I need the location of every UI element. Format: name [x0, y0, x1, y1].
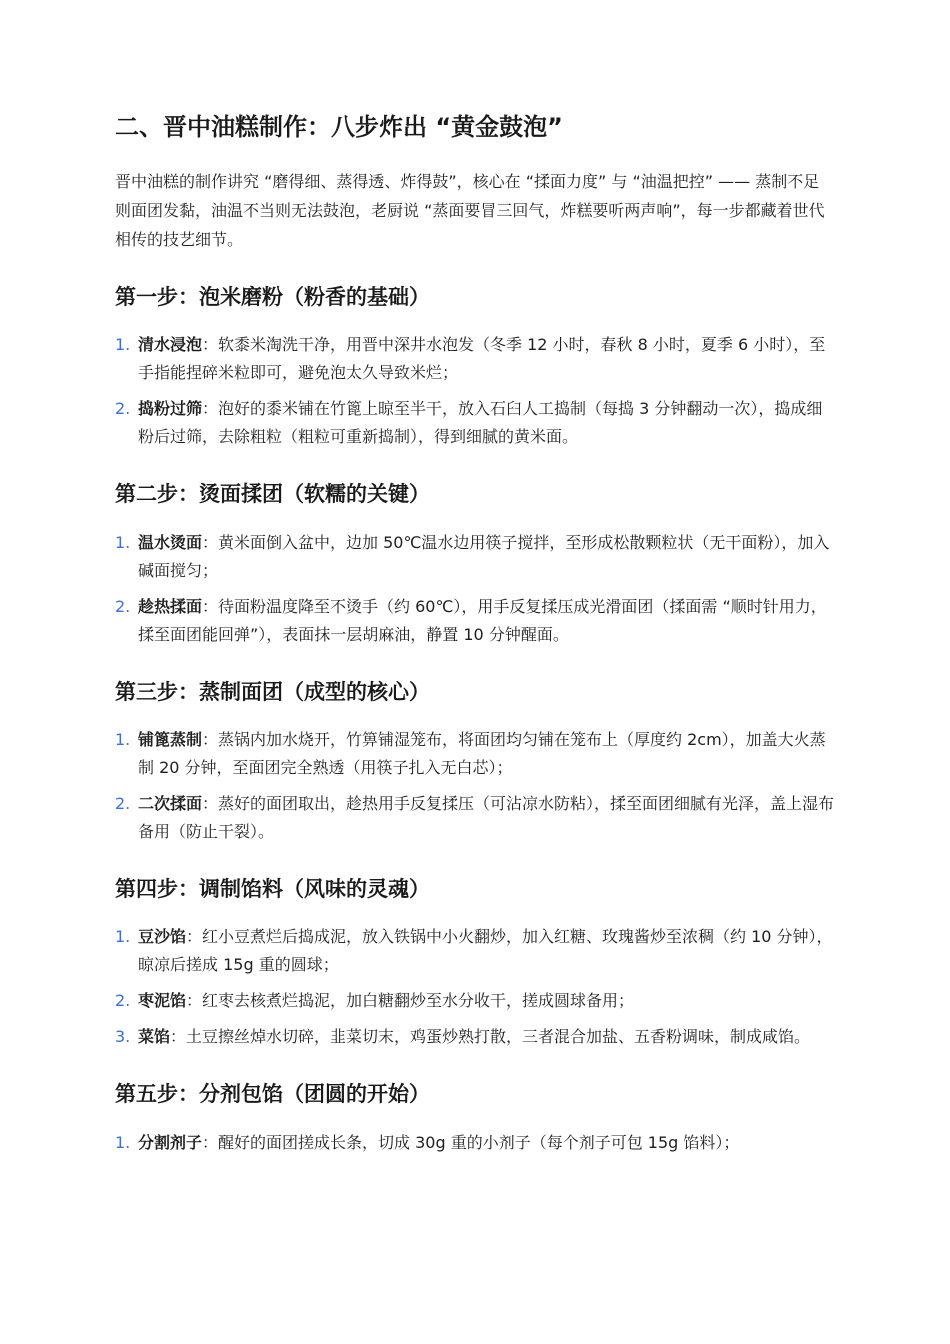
list-number: 2.: [115, 596, 131, 616]
list-item: [115, 331, 835, 387]
item-text: ：泡好的黍米铺在竹篦上晾至半干，放入石臼人工捣制（每捣 3 分钟翻动一次），捣成细粉后过筛，去除粗粒（粗粒可重新捣制），得到细腻的黄米面。: [138, 399, 823, 447]
list-number: 2.: [115, 991, 131, 1011]
list-item: [115, 593, 835, 649]
list-item: [115, 529, 835, 585]
item-text: ：醒好的面团搓成长条，切成 30g 重的小剂子（每个剂子可包 15g 馅料）；: [202, 1132, 740, 1152]
step-list-2: [115, 529, 835, 649]
list-item: [115, 1023, 835, 1051]
step-list-4: [115, 923, 835, 1051]
item-text: ：软黍米淘洗干净，用晋中深井水泡发（冬季 12 小时，春秋 8 小时，夏季 6 小时），至手指能捏碎米粒即可，避免泡太久导致米烂；: [138, 335, 826, 383]
item-text: ：黄米面倒入盆中，边加 50℃温水边用筷子搅拌，至形成松散颗粒状（无干面粉），加入碱面搅匀；: [138, 532, 830, 580]
list-item: [115, 790, 835, 846]
item-text: ：待面粉温度降至不烫手（约 60℃），用手反复揉压成光滑面团（揉面需 “顺时针用力，揉至面团能回弹”），表面抹一层胡麻油，静置 10 分钟醒面。: [138, 596, 827, 644]
list-number: 2.: [115, 399, 131, 419]
step-list-5: [115, 1129, 835, 1157]
list-item: [115, 726, 835, 782]
list-item: [115, 987, 835, 1015]
list-number: 3.: [115, 1027, 131, 1047]
item-term: 温水烫面: [138, 532, 203, 552]
step-title-3: 第三步：蒸制面团（成型的核心）: [115, 679, 430, 704]
step-title-2: 第二步：烫面揉团（软糯的关键）: [115, 482, 430, 507]
item-text: ：蒸锅内加水烧开，竹箅铺湿笼布，将面团均匀铺在笼布上（厚度约 2cm），加盖大火蒸制 20 分钟，至面团完全熟透（用筷子扎入无白芯）；: [138, 730, 826, 778]
item-text: ：蒸好的面团取出，趁热用手反复揉压（可沾凉水防粘），揉至面团细腻有光泽，盖上湿布备用（防止干裂）。: [138, 794, 835, 842]
item-term: 二次揉面: [138, 794, 203, 814]
step-title-5: 第五步：分剂包馅（团圆的开始）: [115, 1082, 430, 1107]
item-term: 捣粉过筛: [138, 399, 203, 419]
item-text: ：红小豆煮烂后捣成泥，放入铁锅中小火翻炒，加入红糖、玫瑰酱炒至浓稠（约 10 分钟），晾凉后搓成 15g 重的圆球；: [138, 927, 833, 975]
list-number: 1.: [115, 532, 131, 552]
step-title-4: 第四步：调制馅料（风味的灵魂）: [115, 877, 430, 902]
step-list-1: [115, 331, 835, 451]
step-list-3: [115, 726, 835, 846]
item-text: ：土豆擦丝焯水切碎，韭菜切末，鸡蛋炒熟打散，三者混合加盐、五香粉调味，制成咸馅。: [170, 1027, 811, 1047]
item-term: 分割剂子: [138, 1132, 203, 1152]
list-item: [115, 395, 835, 451]
item-term: 铺篦蒸制: [138, 730, 203, 750]
item-text: ：红枣去核煮烂捣泥，加白糖翻炒至水分收干，搓成圆球备用；: [186, 991, 635, 1011]
item-term: 枣泥馅: [138, 991, 187, 1011]
list-item: [115, 923, 835, 979]
list-item: [115, 1129, 835, 1157]
section-heading: 二、晋中油糕制作：八步炸出 “黄金鼓泡”: [115, 113, 563, 141]
item-term: 菜馅: [138, 1027, 171, 1047]
item-term: 趁热揉面: [138, 596, 203, 616]
list-number: 1.: [115, 335, 131, 355]
step-title-1: 第一步：泡米磨粉（粉香的基础）: [115, 285, 430, 310]
list-number: 1.: [115, 730, 131, 750]
list-number: 2.: [115, 794, 131, 814]
list-number: 1.: [115, 927, 131, 947]
item-term: 清水浸泡: [138, 335, 203, 355]
list-number: 1.: [115, 1132, 131, 1152]
intro-paragraph: 晋中油糕的制作讲究 “磨得细、蒸得透、炸得鼓”，核心在 “揉面力度” 与 “油温把控” —— 蒸制不足则面团发黏，油温不当则无法鼓泡，老厨说 “蒸面要冒三回气，炸糕要听两声响”，每一步都藏着世代相传的技艺细节。: [115, 172, 825, 250]
item-term: 豆沙馅: [138, 927, 187, 947]
